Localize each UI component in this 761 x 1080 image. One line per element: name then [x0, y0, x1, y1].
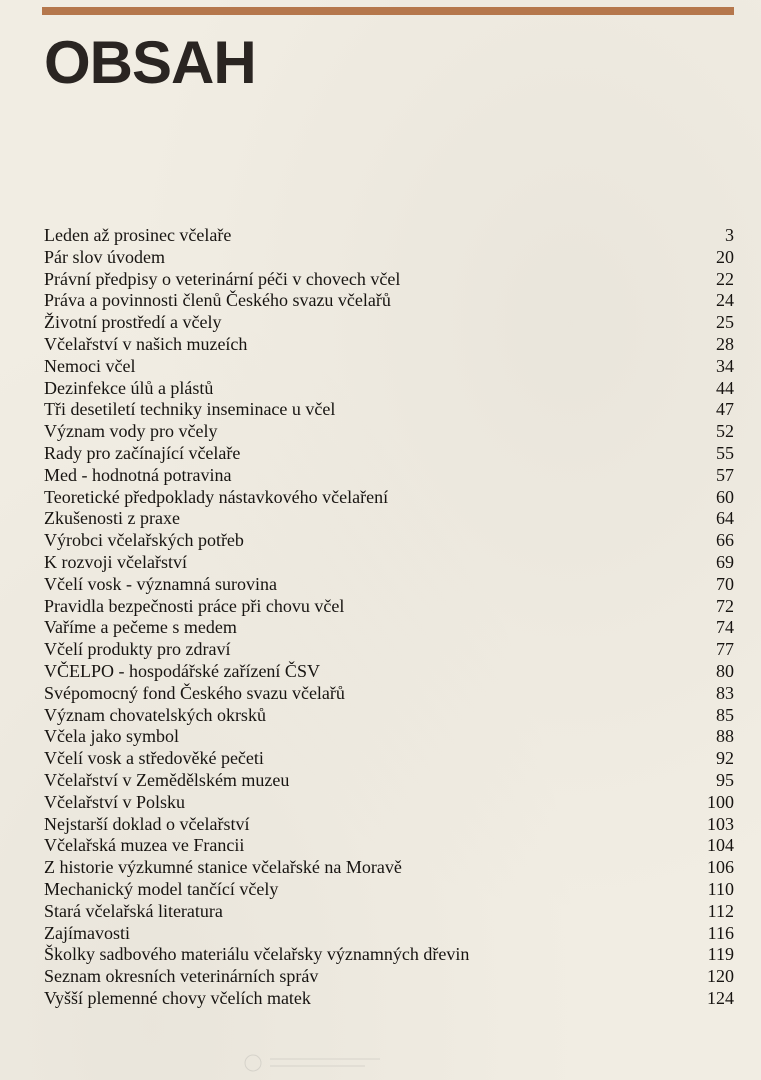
toc-entry-page-number: 95 — [716, 769, 734, 790]
toc-entry — [44, 683, 734, 705]
toc-entry-page-number: 74 — [716, 617, 734, 638]
toc-entry-page-number: 88 — [716, 726, 734, 747]
toc-entry-title: Nemoci včel — [44, 355, 136, 376]
toc-entry-page-number: 25 — [716, 312, 734, 333]
toc-entry — [44, 857, 734, 879]
toc-entry — [44, 770, 734, 792]
toc-entry-page-number: 57 — [716, 464, 734, 485]
toc-entry — [44, 399, 734, 421]
toc-entry-page-number: 106 — [707, 857, 734, 878]
toc-entry — [44, 465, 734, 487]
faint-watermark-graphic — [235, 1052, 385, 1074]
toc-entry-title: Výrobci včelařských potřeb — [44, 530, 244, 551]
toc-entry-page-number: 64 — [716, 508, 734, 529]
toc-entry — [44, 639, 734, 661]
toc-entry-page-number: 120 — [707, 966, 734, 987]
toc-entry-title: Teoretické předpoklady nástavkového včelaření — [44, 486, 389, 507]
toc-entry — [44, 269, 734, 291]
toc-entry — [44, 487, 734, 509]
toc-entry-title: Pravidla bezpečnosti práce při chovu včel — [44, 595, 345, 616]
toc-entry-title: Mechanický model tančící včely — [44, 878, 279, 899]
toc-entry — [44, 247, 734, 269]
toc-entry-title: Med - hodnotná potravina — [44, 464, 232, 485]
toc-entry — [44, 290, 734, 312]
toc-entry — [44, 661, 734, 683]
toc-entry — [44, 378, 734, 400]
toc-entry-page-number: 100 — [707, 791, 734, 812]
toc-entry-title: Zkušenosti z praxe — [44, 508, 180, 529]
toc-entry-page-number: 92 — [716, 748, 734, 769]
toc-entry-title: Včelí vosk - významná surovina — [44, 573, 277, 594]
toc-entry-page-number: 119 — [707, 944, 734, 965]
toc-entry — [44, 574, 734, 596]
toc-entry-page-number: 52 — [716, 421, 734, 442]
toc-entry-title: Význam chovatelských okrsků — [44, 704, 266, 725]
toc-entry-page-number: 70 — [716, 573, 734, 594]
toc-entry-title: Tři desetiletí techniky inseminace u včel — [44, 399, 336, 420]
toc-entry-page-number: 72 — [716, 595, 734, 616]
toc-entry-title: Stará včelařská literatura — [44, 900, 223, 921]
toc-entry-title: Vaříme a pečeme s medem — [44, 617, 237, 638]
toc-entry-title: Včela jako symbol — [44, 726, 179, 747]
toc-entry-page-number: 77 — [716, 639, 734, 660]
toc-entry — [44, 356, 734, 378]
toc-entry — [44, 792, 734, 814]
toc-entry — [44, 726, 734, 748]
toc-entry-page-number: 124 — [707, 987, 734, 1008]
toc-entry-page-number: 60 — [716, 486, 734, 507]
toc-entry-title: Rady pro začínající včelaře — [44, 442, 241, 463]
toc-entry-page-number: 85 — [716, 704, 734, 725]
toc-entry-title: Význam vody pro včely — [44, 421, 218, 442]
toc-entry — [44, 835, 734, 857]
toc-entry — [44, 508, 734, 530]
toc-entry-title: Životní prostředí a včely — [44, 312, 222, 333]
page-title: OBSAH — [44, 29, 256, 96]
toc-entry — [44, 530, 734, 552]
toc-entry-page-number: 47 — [716, 399, 734, 420]
toc-entry-title: Práva a povinnosti členů Českého svazu včelařů — [44, 290, 391, 311]
toc-entry-page-number: 44 — [716, 377, 734, 398]
toc-entry-title: K rozvoji včelařství — [44, 551, 187, 572]
toc-entry-page-number: 20 — [716, 246, 734, 267]
toc-entry-page-number: 24 — [716, 290, 734, 311]
toc-entry — [44, 901, 734, 923]
toc-entry — [44, 879, 734, 901]
toc-entry — [44, 596, 734, 618]
top-accent-rule — [42, 7, 734, 15]
toc-entry-page-number: 28 — [716, 333, 734, 354]
toc-entry-title: Právní předpisy o veterinární péči v chovech včel — [44, 268, 401, 289]
toc-entry-page-number: 66 — [716, 530, 734, 551]
toc-entry-title: Včelí vosk a středověké pečeti — [44, 748, 264, 769]
toc-entry — [44, 966, 734, 988]
toc-entry — [44, 617, 734, 639]
toc-entry — [44, 748, 734, 770]
toc-entry-page-number: 104 — [707, 835, 734, 856]
toc-entry-page-number: 112 — [707, 900, 734, 921]
toc-entry — [44, 923, 734, 945]
toc-entry-title: Zajímavosti — [44, 922, 130, 943]
toc-entry — [44, 814, 734, 836]
toc-entry-title: VČELPO - hospodářské zařízení ČSV — [44, 660, 320, 681]
toc-entry-title: Svépomocný fond Českého svazu včelařů — [44, 682, 345, 703]
toc-entry-title: Včelařství v Polsku — [44, 791, 185, 812]
toc-entry-title: Leden až prosinec včelaře — [44, 225, 232, 245]
table-of-contents — [44, 225, 734, 1010]
toc-entry-title: Včelařská muzea ve Francii — [44, 835, 245, 856]
toc-entry-title: Vyšší plemenné chovy včelích matek — [44, 987, 311, 1008]
toc-entry-title: Pár slov úvodem — [44, 246, 165, 267]
toc-entry — [44, 552, 734, 574]
toc-entry — [44, 705, 734, 727]
toc-entry-page-number: 34 — [716, 355, 734, 376]
toc-entry-title: Dezinfekce úlů a plástů — [44, 377, 214, 398]
toc-entry — [44, 334, 734, 356]
toc-entry-page-number: 3 — [725, 225, 734, 245]
toc-entry-title: Včelařství v našich muzeích — [44, 333, 248, 354]
toc-entry-title: Z historie výzkumné stanice včelařské na Moravě — [44, 857, 402, 878]
toc-entry-title: Seznam okresních veterinárních správ — [44, 966, 319, 987]
toc-entry-page-number: 55 — [716, 442, 734, 463]
toc-entry — [44, 944, 734, 966]
toc-entry-title: Školky sadbového materiálu včelařsky významných dřevin — [44, 944, 470, 965]
toc-entry — [44, 225, 734, 247]
toc-entry — [44, 312, 734, 334]
toc-entry-page-number: 80 — [716, 660, 734, 681]
toc-entry-title: Včelařství v Zemědělském muzeu — [44, 769, 290, 790]
toc-entry-title: Včelí produkty pro zdraví — [44, 639, 231, 660]
toc-entry — [44, 443, 734, 465]
toc-entry-page-number: 69 — [716, 551, 734, 572]
toc-entry-page-number: 103 — [707, 813, 734, 834]
toc-entry-page-number: 116 — [707, 922, 734, 943]
toc-entry-title: Nejstarší doklad o včelařství — [44, 813, 250, 834]
toc-entry-page-number: 83 — [716, 682, 734, 703]
toc-entry — [44, 988, 734, 1010]
toc-entry-page-number: 22 — [716, 268, 734, 289]
toc-entry-page-number: 110 — [707, 878, 734, 899]
toc-entry — [44, 421, 734, 443]
